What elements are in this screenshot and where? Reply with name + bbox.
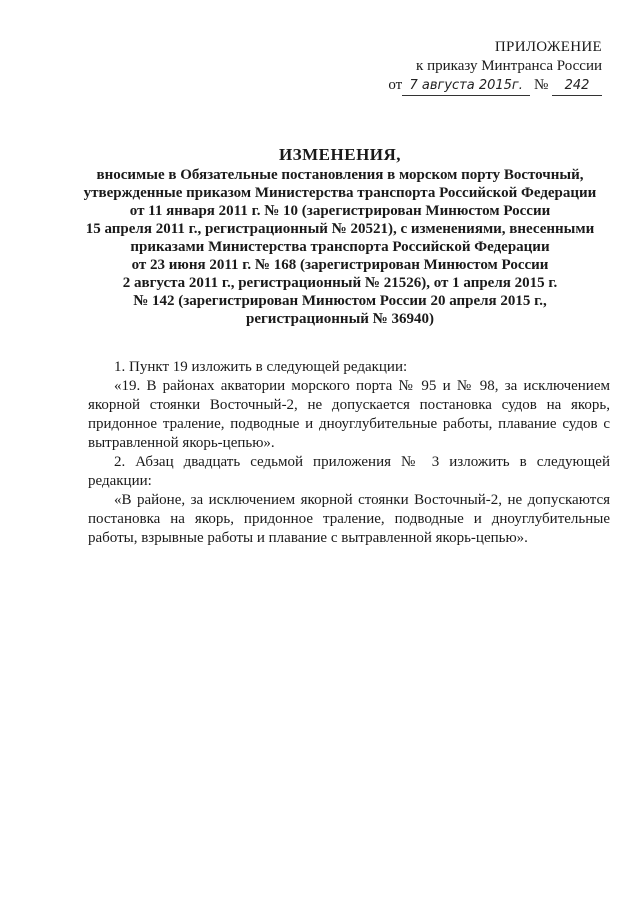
number-label: № (533, 77, 549, 93)
heading-line: от 11 января 2011 г. № 10 (зарегистрирован Минюстом России (129, 203, 551, 219)
heading-line: приказами Министерства транспорта Российской Федерации (130, 239, 550, 255)
heading-line: № 142 (зарегистрирован Минюстом России 20 апреля 2015 г., (133, 293, 547, 309)
date-prefix: от (388, 77, 403, 93)
item-1: 1. Пункт 19 изложить в следующей редакции: (114, 359, 408, 375)
heading-line: 2 августа 2011 г., регистрационный № 21526), от 1 апреля 2015 г. (122, 275, 558, 291)
approval-order-reference: к приказу Минтранса России (416, 58, 602, 74)
document-body (88, 358, 610, 548)
item-1-quote: «19. В районах акватории морского порта № 95 и № 98, за исключением якорной стоянки Восточный-2, не допускается постановка судов на якорь, придонное траление, подводные и дноуглубительные работы, плавание судов с вытравленной якорь-цепью». (88, 378, 610, 451)
approval-date-line (362, 76, 602, 96)
approval-block (362, 38, 602, 96)
document-heading (50, 146, 630, 328)
heading-line: от 23 июня 2011 г. № 168 (зарегистрирован Минюстом России (131, 257, 549, 273)
handwritten-number: 242 (552, 76, 602, 96)
heading-title: ИЗМЕНЕНИЯ, (278, 145, 402, 164)
item-2-quote: «В районе, за исключением якорной стоянки Восточный-2, не допускаются постановка на якорь, придонное траление, подводные и дноуглубительные работы, взрывные работы и плавание с вытравленной якорь-цепью». (88, 492, 610, 546)
heading-line: регистрационный № 36940) (246, 311, 434, 327)
heading-line: вносимые в Обязательные постановления в морском порту Восточный, (96, 167, 584, 183)
approval-title: ПРИЛОЖЕНИЕ (494, 39, 602, 55)
handwritten-date: 7 августа 2015г. (402, 76, 530, 96)
heading-line: 15 апреля 2011 г., регистрационный № 20521), с изменениями, внесенными (85, 221, 595, 237)
item-2: 2. Абзац двадцать седьмой приложения № 3 изложить в следующей редакции: (88, 454, 610, 489)
heading-line: утвержденные приказом Министерства транспорта Российской Федерации (83, 185, 597, 201)
